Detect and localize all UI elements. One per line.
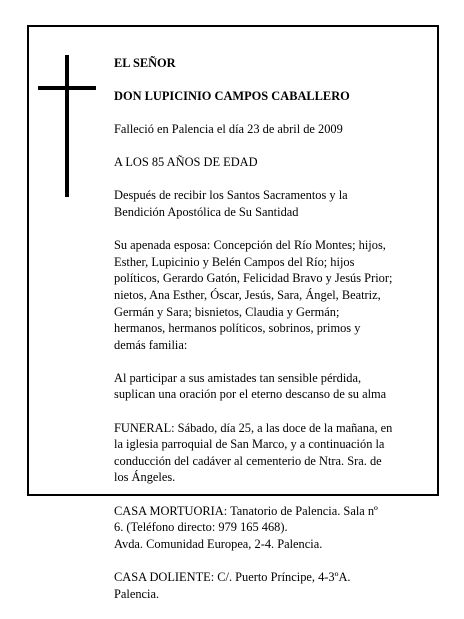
deceased-name: DON LUPICINIO CAMPOS CABALLERO — [114, 88, 350, 103]
cross-icon — [38, 55, 96, 197]
obituary-text — [114, 38, 432, 619]
request-paragraph: Al participar a sus amistades tan sensible pérdida, suplican una oración por el eterno descanso de su alma — [114, 370, 387, 402]
death-date-line: Falleció en Palencia el día 23 de abril de 2009 — [114, 121, 343, 136]
mortuary-paragraph: CASA MORTUORIA: Tanatorio de Palencia. Sala nº 6. (Teléfono directo: 979 165 468). Avda. Comunidad Europea, 2-4. Palencia. — [114, 503, 378, 551]
funeral-paragraph: FUNERAL: Sábado, día 25, a las doce de la mañana, en la iglesia parroquial de San Marco, y a continuación la conducción del cadáver al cementerio de Ntra. Sra. de los Ángeles. — [114, 420, 393, 485]
family-paragraph: Su apenada esposa: Concepción del Río Montes; hijos, Esther, Lupicinio y Belén Campos del Río; hijos políticos, Gerardo Gatón, Felicidad Bravo y Jesús Prior; nietos, Ana Esther, Óscar, Jesús, Sara, Ángel, Beatriz, Germán y Sara; bisnietos, Claudia y Germán; hermanos, hermanos políticos, sobrinos, primos y demás familia: — [114, 238, 393, 352]
home-paragraph: CASA DOLIENTE: C/. Puerto Príncipe, 4-3ºA. Palencia. — [114, 570, 351, 601]
cross-vertical-bar — [65, 55, 69, 197]
title-line: EL SEÑOR — [114, 55, 176, 70]
age-line: A LOS 85 AÑOS DE EDAD — [114, 155, 258, 170]
sacraments-paragraph: Después de recibir los Santos Sacramentos y la Bendición Apostólica de Su Santidad — [114, 188, 348, 219]
cross-horizontal-bar — [38, 86, 96, 90]
